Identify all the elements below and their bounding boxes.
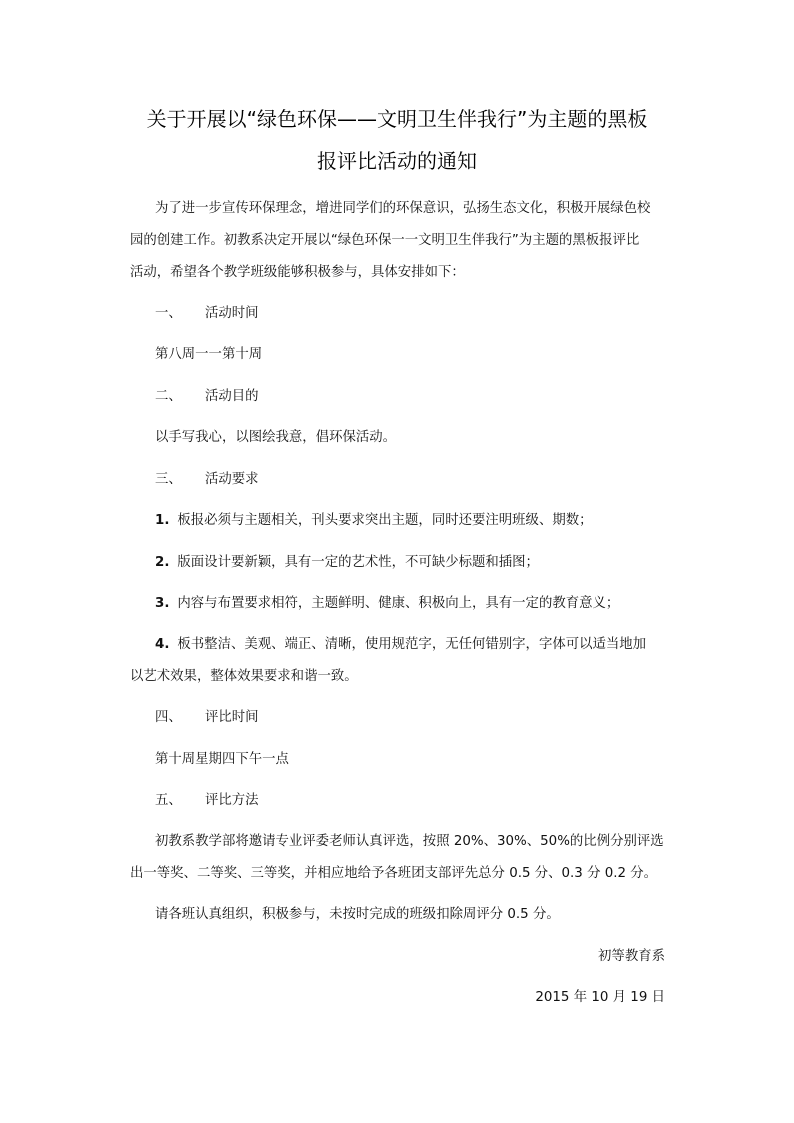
requirement-number: 4. (155, 637, 170, 652)
activity-purpose-text: 以手写我心，以图绘我意，倡环保活动。 (155, 430, 397, 445)
requirement-item-4 (155, 635, 695, 655)
section-number: 四、 (155, 710, 182, 725)
closing-paragraph: 请各班认真组织，积极参与，未按时完成的班级扣除周评分 0.5 分。 (155, 907, 560, 922)
section-number: 五、 (155, 793, 182, 808)
requirement-number: 1. (155, 513, 170, 528)
evaluation-method-line-1: 初教系教学部将邀请专业评委老师认真评选，按照 20%、30%、50%的比例分别评选 (155, 834, 664, 849)
requirement-item-4-continued: 以艺术效果，整体效果要求和谐一致。 (130, 669, 358, 684)
section-heading-activity-purpose (155, 387, 695, 407)
intro-line-1: 为了进一步宣传环保理念，增进同学们的环保意识，弘扬生态文化，积极开展绿色校 (155, 201, 651, 216)
evaluation-time-text: 第十周星期四下午一点 (155, 752, 289, 767)
requirement-text: 板书整洁、美观、端正、清晰，使用规范字，无任何错别字，字体可以适当地加 (177, 637, 647, 652)
section-label: 活动时间 (205, 306, 259, 321)
requirement-text: 版面设计要新颖，具有一定的艺术性，不可缺少标题和插图； (177, 555, 539, 570)
section-label: 活动要求 (205, 472, 259, 487)
requirement-item-1 (155, 511, 695, 531)
section-label: 活动目的 (205, 389, 259, 404)
signature-department: 初等教育系 (598, 949, 665, 964)
section-heading-evaluation-time (155, 708, 695, 728)
section-label: 评比时间 (205, 710, 259, 725)
activity-time-text: 第八周一一第十周 (155, 347, 263, 362)
section-number: 二、 (155, 389, 182, 404)
requirement-text: 板报必须与主题相关，刊头要求突出主题，同时还要注明班级、期数； (177, 513, 593, 528)
requirement-item-2 (155, 553, 695, 573)
notice-title-line-2: 报评比活动的通知 (317, 149, 477, 173)
notice-title-line-1: 关于开展以“绿色环保——文明卫生伴我行”为主题的黑板 (146, 107, 648, 131)
signature-date: 2015 年 10 月 19 日 (535, 990, 665, 1005)
section-number: 一、 (155, 306, 182, 321)
requirement-number: 3. (155, 596, 170, 611)
intro-line-3: 活动，希望各个教学班级能够积极参与，具体安排如下： (130, 265, 465, 280)
section-heading-evaluation-method (155, 791, 695, 811)
requirement-item-3 (155, 594, 695, 614)
requirement-text: 内容与布置要求相符，主题鲜明、健康、积极向上，具有一定的教育意义； (177, 596, 620, 611)
requirement-number: 2. (155, 555, 170, 570)
section-label: 评比方法 (205, 793, 259, 808)
section-heading-activity-time (155, 304, 695, 324)
section-heading-activity-requirements (155, 470, 695, 490)
evaluation-method-line-2: 出一等奖、二等奖、三等奖，并相应地给予各班团支部评先总分 0.5 分、0.3 分 0.2 分。 (130, 866, 658, 881)
intro-line-2: 园的创建工作。初教系决定开展以“绿色环保一一文明卫生伴我行”为主题的黑板报评比 (130, 233, 640, 248)
section-number: 三、 (155, 472, 182, 487)
